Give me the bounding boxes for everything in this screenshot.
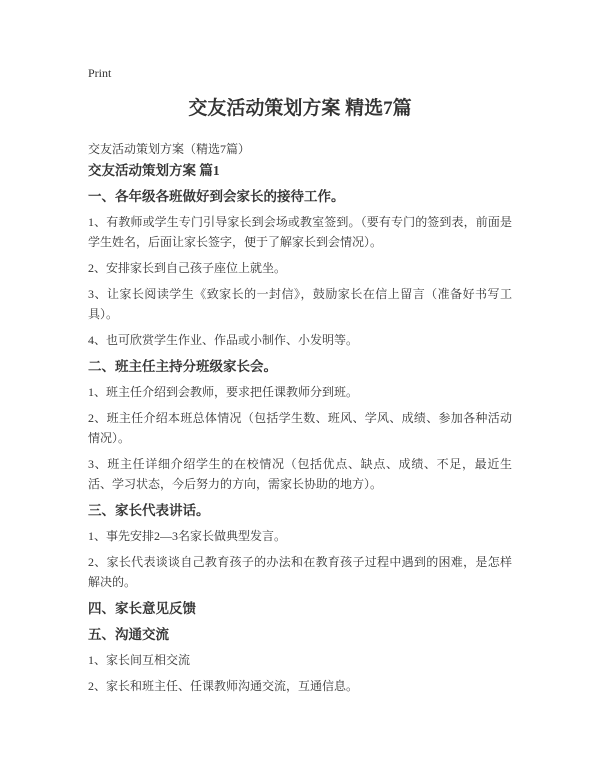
section-5-heading: 五、沟通交流 (88, 627, 169, 642)
section-2-item-1: 1、班主任介绍到会教师，要求把任课教师分到班。 (88, 385, 359, 399)
section-3-heading: 三、家长代表讲话。 (88, 503, 210, 518)
section-2-item-2: 2、班主任介绍本班总体情况（包括学生数、班风、学风、成绩、参加各种活动情况）。 (88, 411, 512, 445)
print-link[interactable]: Print (88, 66, 112, 80)
section-1-item-3: 3、让家长阅读学生《致家长的一封信》，鼓励家长在信上留言（准备好书写工具）。 (88, 287, 512, 321)
section-1-item-1: 1、有教师或学生专门引导家长到会场或教室签到。（要有专门的签到表，前面是学生姓名，后面让家长签字，便于了解家长到会情况）。 (88, 215, 512, 249)
section-2-item-3: 3、班主任详细介绍学生的在校情况（包括优点、缺点、成绩、不足，最近生活、学习状态，今后努力的方向，需家长协助的地方）。 (88, 457, 512, 491)
section-5-item-1: 1、家长间互相交流 (88, 653, 191, 667)
section-1-item-2: 2、安排家长到自己孩子座位上就坐。 (88, 261, 287, 275)
part1-heading: 交友活动策划方案 篇1 (88, 163, 220, 178)
section-1-heading: 一、各年级各班做好到会家长的接待工作。 (88, 189, 345, 204)
document-title: 交友活动策划方案 精选7篇 (188, 98, 412, 119)
section-4-heading: 四、家长意见反馈 (88, 601, 196, 616)
section-3-item-2: 2、家长代表谈谈自己教育孩子的办法和在教育孩子过程中遇到的困难，是怎样解决的。 (88, 555, 512, 589)
section-1-item-4: 4、也可欣赏学生作业、作品或小制作、小发明等。 (88, 333, 359, 347)
section-3-item-1: 1、事先安排2—3名家长做典型发言。 (88, 529, 287, 543)
intro-line: 交友活动策划方案（精选7篇） (88, 142, 251, 156)
section-5-item-2: 2、家长和班主任、任课教师沟通交流，互通信息。 (88, 679, 359, 693)
section-2-heading: 二、班主任主持分班级家长会。 (88, 359, 277, 374)
